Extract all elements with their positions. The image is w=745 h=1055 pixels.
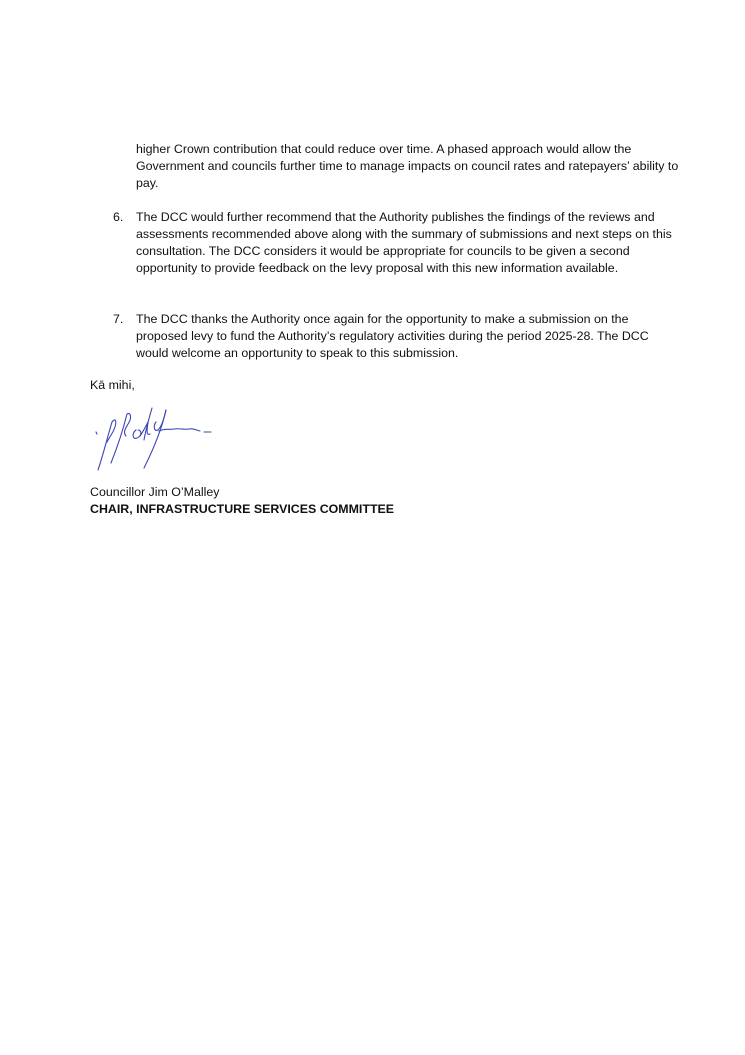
paragraph-number: 6. <box>113 210 124 224</box>
numbered-paragraph-6 <box>113 209 681 277</box>
signer-title: CHAIR, INFRASTRUCTURE SERVICES COMMITTEE <box>90 502 395 516</box>
paragraph-text: The DCC would further recommend that the Authority publishes the findings of the reviews and assessments recommended above along with the summary of submissions and next steps on this consultation. The DCC considers it would be appropriate for councils to be given a second opportunity to provide feedback on the levy proposal with this new information available. <box>136 210 672 275</box>
closing-salutation: Kā mihi, <box>90 378 135 392</box>
paragraph-number: 7. <box>113 312 124 326</box>
paragraph-continuation: higher Crown contribution that could reduce over time. A phased approach would allow the Government and councils further time to manage impacts on council rates and ratepayers’ ability to pay. <box>136 142 679 190</box>
paragraph-text: The DCC thanks the Authority once again for the opportunity to make a submission on the proposed levy to fund the Authority’s regulatory activities during the period 2025-28. The DCC would welcome an opportunity to speak to this submission. <box>136 312 649 360</box>
signer-name: Councillor Jim O’Malley <box>90 485 220 499</box>
numbered-paragraph-7 <box>113 311 681 362</box>
handwritten-signature <box>90 400 220 475</box>
